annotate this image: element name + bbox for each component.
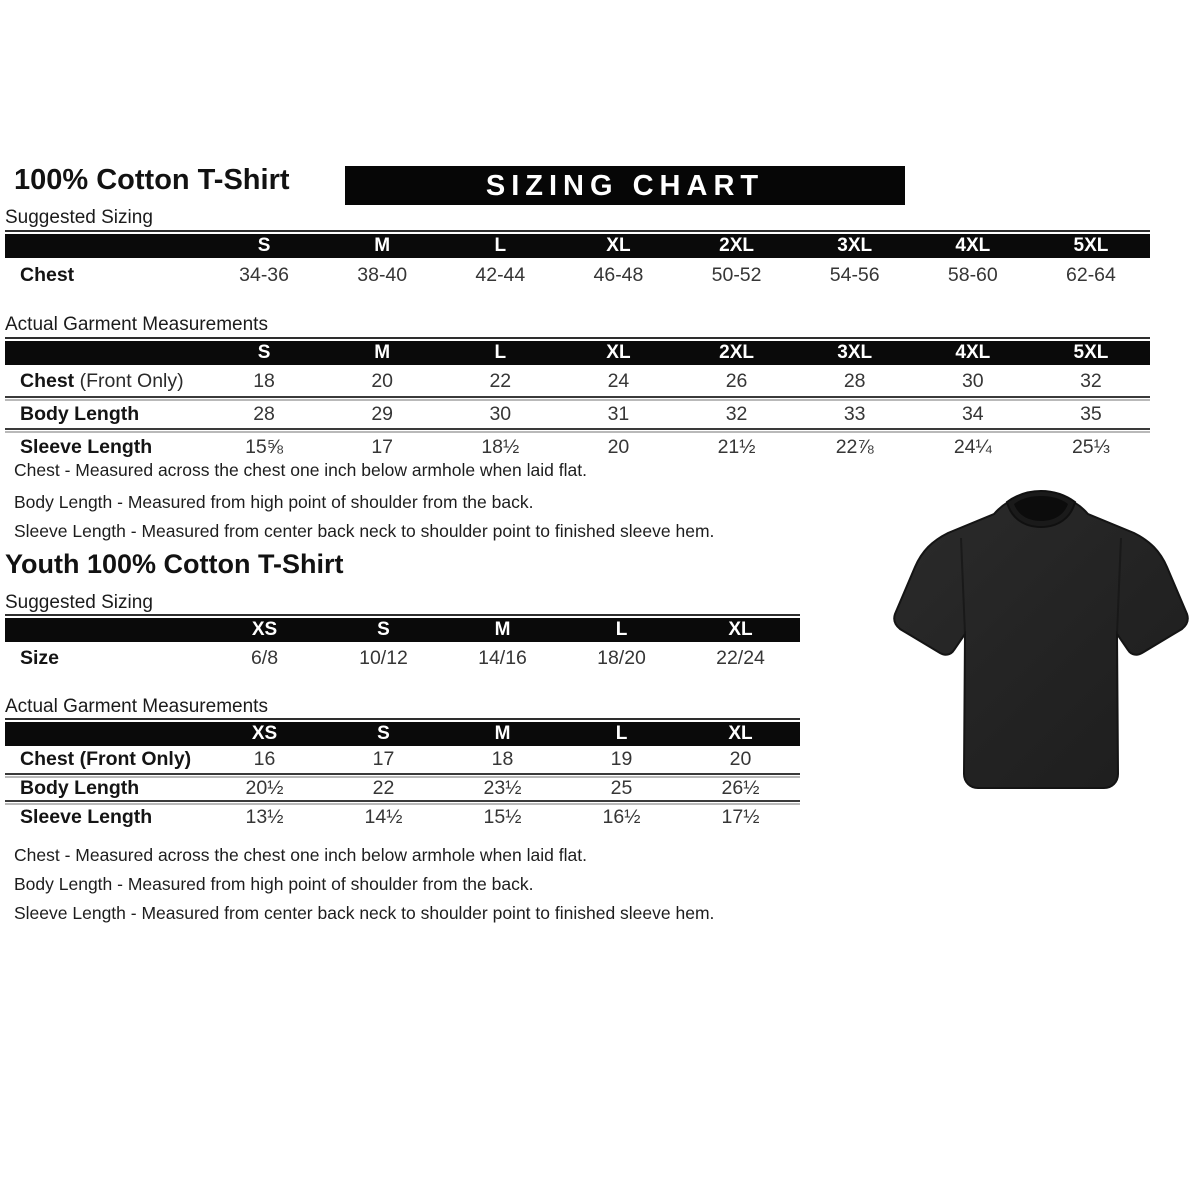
cell-value: 20 [729, 748, 752, 770]
table-row [5, 644, 800, 672]
cell-value: 24 [607, 369, 630, 392]
header-cell-size: L [494, 235, 507, 256]
cell-value: 50-52 [711, 263, 762, 286]
cell-value: 38-40 [357, 263, 408, 286]
row-label: Chest (Front Only) [20, 748, 192, 770]
header-cell-size: 4XL [955, 342, 991, 363]
cell-value: 6/8 [250, 646, 279, 669]
table-row [5, 260, 1150, 290]
cell-value: 58-60 [947, 263, 998, 286]
cell-value: 30 [489, 402, 512, 425]
header-cell-size: 2XL [719, 235, 754, 256]
table-row [5, 366, 1150, 396]
row-label: Size [20, 646, 60, 669]
footnote-body-length: Body Length - Measured from high point of shoulder from the back. [14, 874, 534, 894]
cell-value: 26½ [721, 777, 760, 799]
cell-value: 18/20 [597, 646, 646, 669]
cell-value: 17½ [721, 806, 760, 828]
row-label: Body Length [20, 402, 140, 425]
tshirt-illustration [888, 486, 1194, 806]
cell-value: 20 [371, 369, 394, 392]
youth-section-title: Youth 100% Cotton T-Shirt [5, 549, 344, 579]
cell-value: 30 [961, 369, 984, 392]
header-cell-size: 4XL [955, 235, 991, 256]
cell-value: 18 [491, 748, 514, 770]
cell-value: 15⅝ [245, 435, 284, 458]
cell-value: 14/16 [478, 646, 527, 669]
cell-value: 28 [843, 369, 866, 392]
table-row [5, 804, 800, 831]
cell-value: 32 [1080, 369, 1102, 392]
cell-value: 21½ [717, 435, 756, 458]
cell-value: 16½ [602, 806, 641, 828]
header-cell-size: L [494, 342, 507, 363]
header-cell-size: XL [728, 723, 753, 744]
header-cell-size: M [374, 342, 391, 363]
cell-value: 22 [372, 777, 395, 799]
footnote-chest: Chest - Measured across the chest one inch below armhole when laid flat. [14, 845, 587, 865]
header-cell-size: 5XL [1073, 342, 1109, 363]
cell-value: 25 [610, 777, 633, 799]
table-row [5, 777, 800, 800]
cell-value: 18½ [481, 435, 520, 458]
header-cell-size: XL [606, 342, 631, 363]
header-cell-size: 3XL [837, 342, 873, 363]
header-cell-size: L [615, 723, 628, 744]
header-cell-size: S [257, 342, 271, 363]
cell-value: 20½ [245, 777, 284, 799]
row-label: Sleeve Length [20, 806, 153, 828]
cell-value: 42-44 [475, 263, 526, 286]
table-row [5, 746, 800, 773]
header-cell-size: S [257, 235, 271, 256]
cell-value: 62-64 [1066, 263, 1116, 286]
cell-value: 23½ [483, 777, 522, 799]
header-cell-size: 2XL [719, 342, 754, 363]
cell-value: 33 [843, 402, 866, 425]
table-row [5, 432, 1150, 462]
cell-value: 34-36 [239, 263, 289, 286]
header-cell-size: M [374, 235, 391, 256]
row-label: Body Length [20, 777, 140, 799]
cell-value: 25⅓ [1071, 435, 1110, 458]
footnote-sleeve-length: Sleeve Length - Measured from center back neck to shoulder point to finished sleeve hem. [14, 521, 715, 541]
cell-value: 20 [607, 435, 630, 458]
header-cell-size: 5XL [1073, 235, 1109, 256]
cell-value: 17 [372, 748, 395, 770]
cell-value: 18 [253, 369, 275, 392]
header-cell-size: XS [251, 723, 278, 744]
cell-value: 35 [1080, 402, 1102, 425]
row-label: Chest [20, 263, 75, 286]
cell-value: 34 [961, 402, 984, 425]
cell-value: 15½ [483, 806, 522, 828]
cell-value: 14½ [364, 806, 403, 828]
cell-value: 24¼ [953, 435, 992, 458]
cell-value: 31 [607, 402, 630, 425]
cell-value: 22⅞ [835, 435, 874, 458]
header-cell-size: M [494, 619, 511, 640]
adult-suggested-sizing-label: Suggested Sizing [5, 207, 153, 228]
cell-value: 17 [371, 435, 394, 458]
sizing-chart-banner: SIZING CHART [345, 166, 905, 205]
cell-value: 54-56 [829, 263, 880, 286]
cell-value: 28 [253, 402, 275, 425]
divider [5, 614, 800, 616]
adult-suggested-header-row [5, 234, 1150, 258]
adult-actual-header-row [5, 341, 1150, 365]
cell-value: 26 [725, 369, 748, 392]
divider [5, 718, 800, 720]
youth-actual-measurements-label: Actual Garment Measurements [5, 696, 268, 717]
header-cell-size: 3XL [837, 235, 873, 256]
row-label: Sleeve Length [20, 435, 153, 458]
header-cell-size: XL [606, 235, 631, 256]
youth-suggested-header-row [5, 618, 800, 642]
row-label: Chest (Front Only) [20, 369, 184, 392]
cell-value: 16 [253, 748, 276, 770]
cell-value: 22 [489, 369, 512, 392]
cell-value: 10/12 [359, 646, 408, 669]
adult-actual-measurements-label: Actual Garment Measurements [5, 314, 268, 335]
header-cell-size: S [377, 723, 390, 744]
divider [5, 230, 1150, 232]
adult-section-title: 100% Cotton T-Shirt [14, 164, 290, 196]
header-cell-size: M [494, 723, 511, 744]
footnote-chest: Chest - Measured across the chest one inch below armhole when laid flat. [14, 460, 587, 480]
footnote-body-length: Body Length - Measured from high point of shoulder from the back. [14, 492, 534, 512]
header-cell-size: L [615, 619, 628, 640]
cell-value: 32 [725, 402, 748, 425]
header-cell-size: XS [251, 619, 278, 640]
header-cell-size: XL [728, 619, 753, 640]
footnote-sleeve-length: Sleeve Length - Measured from center back neck to shoulder point to finished sleeve hem. [14, 903, 715, 923]
cell-value: 22/24 [716, 646, 765, 669]
cell-value: 19 [610, 748, 633, 770]
youth-suggested-sizing-label: Suggested Sizing [5, 592, 153, 613]
cell-value: 29 [371, 402, 394, 425]
header-cell-size: S [377, 619, 390, 640]
cell-value: 13½ [245, 806, 284, 828]
tshirt-image [888, 486, 1194, 806]
table-row [5, 399, 1150, 429]
cell-value: 46-48 [593, 263, 644, 286]
youth-actual-header-row [5, 722, 800, 746]
divider [5, 337, 1150, 339]
